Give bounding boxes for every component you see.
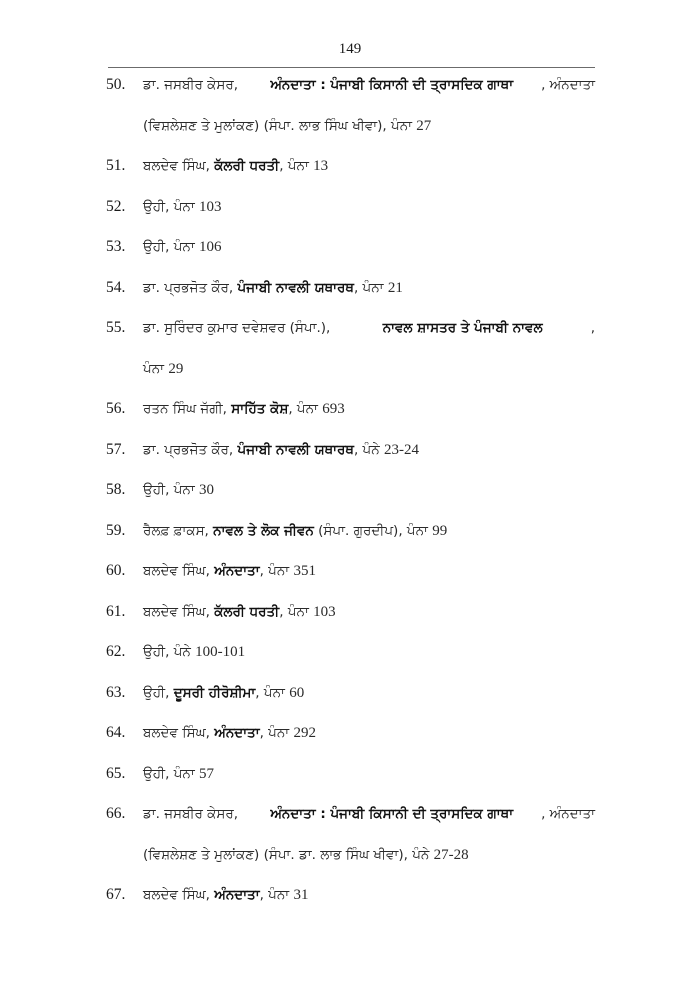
- endnote-number: 58.: [106, 481, 126, 498]
- endnote-line: [0, 275, 700, 316]
- endnote-text: [143, 521, 447, 541]
- endnote-line: [0, 842, 700, 883]
- endnote-line: [0, 639, 700, 680]
- endnote-line: [0, 356, 700, 397]
- endnote-text: [143, 359, 183, 379]
- page-reference: 31: [293, 887, 309, 903]
- endnote-number: 54.: [106, 278, 126, 296]
- page-reference: 23-24: [383, 441, 419, 458]
- citation-text: ਡਾ. ਪ੍ਰਭਜੋਤ ਕੌਰ,: [143, 279, 238, 296]
- endnote-item: [0, 599, 700, 640]
- endnote-number: 55.: [106, 319, 126, 336]
- citation-text: ਉਹੀ, ਪੰਨਾ: [143, 198, 199, 215]
- endnote-text: [143, 480, 214, 500]
- endnote-line: [0, 518, 700, 559]
- endnote-number: 65.: [106, 764, 126, 782]
- page-number: 149: [338, 41, 362, 57]
- citation-text: , ਪੰਨਾ: [259, 887, 294, 903]
- endnote-item: [0, 558, 700, 599]
- endnote-item: [0, 801, 700, 882]
- endnote-item: [0, 437, 700, 478]
- endnote-number: 67.: [106, 886, 126, 903]
- endnote-text: [143, 561, 316, 581]
- endnote-text: [143, 642, 245, 662]
- citation-text: ਰੈਲਫ਼ ਫ਼ਾਕਸ,: [143, 522, 214, 539]
- endnote-item: [0, 761, 700, 802]
- citation-text: ਪੰਨਾ: [143, 360, 169, 377]
- page-reference: 99: [432, 522, 448, 539]
- book-title: ਪੰਜਾਬੀ ਨਾਵਲੀ ਯਥਾਰਥ: [237, 441, 354, 458]
- citation-text: ਡਾ. ਜਸਬੀਰ ਕੇਸਰ,: [143, 77, 243, 93]
- endnote-text: [143, 237, 222, 257]
- citation-text: ਰਤਨ ਸਿੰਘ ਜੱਗੀ,: [143, 401, 232, 417]
- endnote-number: 59.: [106, 521, 126, 539]
- endnote-line: [0, 194, 700, 235]
- citation-text: ਉਹੀ, ਪੰਨਾ: [143, 239, 199, 255]
- citation-text: ਬਲਦੇਵ ਸਿੰਘ,: [143, 725, 215, 741]
- endnote-text: [143, 156, 328, 176]
- citation-text: (ਵਿਸ਼ਲੇਸ਼ਣ ਤੇ ਮੁਲਾਂਕਣ) (ਸੰਪਾ. ਲਾਭ ਸਿੰਘ ਖੀਵਾ), ਪੰਨਾ: [143, 117, 417, 134]
- book-title: ਦੂਸਰੀ ਹੀਰੋਸ਼ੀਮਾ: [173, 684, 256, 701]
- endnote-number: 51.: [106, 157, 126, 174]
- endnote-number: 60.: [106, 562, 126, 579]
- citation-text: ਡਾ. ਪ੍ਰਭਜੋਤ ਕੌਰ,: [143, 441, 238, 458]
- citation-text: , ਪੰਨਾ: [255, 684, 290, 701]
- endnote-line: [0, 558, 700, 599]
- endnote-item: [0, 518, 700, 559]
- book-title: ਅੰਨਦਾਤਾ: [214, 725, 260, 741]
- page-reference: 27: [416, 117, 432, 134]
- endnote-text: [143, 197, 222, 217]
- endnote-item: [0, 153, 700, 194]
- endnote-line: [0, 315, 700, 356]
- endnote-text: [143, 440, 419, 460]
- endnote-text: [143, 278, 403, 298]
- page-reference: 103: [313, 603, 336, 620]
- page-reference: 106: [199, 239, 222, 255]
- endnote-line: [0, 72, 700, 113]
- citation-text: , ਅੰਨਦਾਤਾ: [541, 806, 595, 822]
- page-reference: 29: [168, 360, 184, 377]
- endnote-text: [143, 723, 316, 743]
- page-reference: 13: [313, 158, 329, 174]
- citation-text: ,: [590, 320, 595, 336]
- citation-text: ਉਹੀ, ਪੰਨਾ: [143, 765, 199, 782]
- endnote-text: [143, 318, 595, 338]
- book-title: ਅੰਨਦਾਤਾ: [214, 563, 260, 579]
- endnote-number: 52.: [106, 197, 126, 215]
- book-title: ਪੰਜਾਬੀ ਨਾਵਲੀ ਯਥਾਰਥ: [237, 279, 354, 296]
- endnote-number: 56.: [106, 400, 126, 417]
- page-reference: 693: [322, 401, 345, 417]
- citation-text: , ਪੰਨਾ: [259, 725, 294, 741]
- endnote-line: [0, 396, 700, 437]
- page-reference: 292: [293, 725, 316, 741]
- endnote-line: [0, 477, 700, 518]
- citation-text: ਬਲਦੇਵ ਸਿੰਘ,: [143, 563, 215, 579]
- endnote-text: [143, 399, 345, 419]
- endnote-line: [0, 720, 700, 761]
- citation-text: , ਪੰਨਾ: [259, 563, 294, 579]
- book-title: ਨਾਵਲ ਸ਼ਾਸਤਰ ਤੇ ਪੰਜਾਬੀ ਨਾਵਲ: [382, 320, 543, 336]
- endnote-text: [143, 683, 304, 703]
- endnote-line: [0, 153, 700, 194]
- endnote-number: 57.: [106, 440, 126, 458]
- page-reference: 30: [199, 482, 214, 498]
- endnote-item: [0, 680, 700, 721]
- page-reference: 60: [289, 684, 305, 701]
- endnote-item: [0, 315, 700, 396]
- citation-text: ਬਲਦੇਵ ਸਿੰਘ,: [143, 158, 215, 174]
- citation-text: ਡਾ. ਜਸਬੀਰ ਕੇਸਰ,: [143, 806, 243, 822]
- endnote-line: [0, 599, 700, 640]
- page-reference: 57: [199, 765, 214, 782]
- citation-text: (ਵਿਸ਼ਲੇਸ਼ਣ ਤੇ ਮੁਲਾਂਕਣ) (ਸੰਪਾ. ਡਾ. ਲਾਭ ਸਿੰਘ ਖੀਵਾ), ਪੰਨੇ: [143, 846, 434, 863]
- citation-text: ਬਲਦੇਵ ਸਿੰਘ,: [143, 887, 215, 903]
- endnote-item: [0, 72, 700, 153]
- endnote-item: [0, 639, 700, 680]
- citation-text: ਉਹੀ,: [143, 684, 174, 701]
- book-title: ਅੰਨਦਾਤਾ : ਪੰਜਾਬੀ ਕਿਸਾਨੀ ਦੀ ਤ੍ਰਾਸਦਿਕ ਗਾਥਾ: [270, 806, 514, 822]
- citation-text: ਬਲਦੇਵ ਸਿੰਘ,: [143, 603, 215, 620]
- citation-text: , ਪੰਨਾ: [353, 279, 388, 296]
- book-title: ਸਾਹਿੱਤ ਕੋਸ਼: [231, 401, 289, 417]
- citation-text: , ਪੰਨਾ: [288, 401, 323, 417]
- citation-text: ਉਹੀ, ਪੰਨਾ: [143, 482, 199, 498]
- endnote-line: [0, 680, 700, 721]
- endnote-number: 53.: [106, 238, 126, 255]
- endnote-text: [143, 804, 595, 824]
- header-divider: [108, 67, 595, 68]
- citation-text: , ਪੰਨਾ: [279, 158, 314, 174]
- endnote-item: [0, 234, 700, 275]
- endnote-text: [143, 602, 336, 622]
- endnote-line: [0, 761, 700, 802]
- endnote-number: 61.: [106, 602, 126, 620]
- endnote-item: [0, 194, 700, 235]
- citation-text: ਉਹੀ, ਪੰਨੇ: [143, 644, 196, 660]
- endnote-text: [143, 75, 595, 95]
- endnotes-list: [0, 72, 700, 923]
- citation-text: ਡਾ. ਸੁਰਿੰਦਰ ਕੁਮਾਰ ਦਵੇਸ਼ਵਰ (ਸੰਪਾ.),: [143, 320, 335, 336]
- endnote-line: [0, 801, 700, 842]
- endnote-item: [0, 275, 700, 316]
- endnote-item: [0, 396, 700, 437]
- endnote-item: [0, 882, 700, 923]
- citation-text: , ਪੰਨਾ: [279, 603, 314, 620]
- endnote-number: 64.: [106, 724, 126, 741]
- page-reference: 27-28: [433, 846, 469, 863]
- endnote-item: [0, 477, 700, 518]
- endnote-item: [0, 720, 700, 761]
- book-title: ਨਾਵਲ ਤੇ ਲੋਕ ਜੀਵਨ: [213, 522, 314, 539]
- endnote-text: [143, 845, 469, 865]
- book-title: ਅੰਨਦਾਤਾ: [214, 887, 260, 903]
- endnote-number: 63.: [106, 683, 126, 701]
- page-reference: 103: [199, 198, 222, 215]
- endnote-text: [143, 764, 214, 784]
- book-title: ਕੱਲਰੀ ਧਰਤੀ: [214, 158, 280, 174]
- citation-text: , ਅੰਨਦਾਤਾ: [541, 77, 595, 93]
- page-reference: 100-101: [195, 644, 246, 660]
- endnote-text: [143, 885, 308, 905]
- endnote-line: [0, 882, 700, 923]
- endnote-line: [0, 113, 700, 154]
- citation-text: (ਸੰਪਾ. ਗੁਰਦੀਪ), ਪੰਨਾ: [313, 522, 433, 539]
- book-title: ਅੰਨਦਾਤਾ : ਪੰਜਾਬੀ ਕਿਸਾਨੀ ਦੀ ਤ੍ਰਾਸਦਿਕ ਗਾਥਾ: [270, 77, 514, 93]
- endnote-number: 66.: [106, 805, 126, 822]
- endnote-line: [0, 437, 700, 478]
- endnote-line: [0, 234, 700, 275]
- endnote-number: 50.: [106, 76, 126, 93]
- citation-text: , ਪੰਨੇ: [353, 441, 384, 458]
- endnote-number: 62.: [106, 643, 126, 660]
- book-title: ਕੱਲਰੀ ਧਰਤੀ: [214, 603, 280, 620]
- page-reference: 351: [293, 563, 316, 579]
- endnote-text: [143, 116, 431, 136]
- page-reference: 21: [387, 279, 403, 296]
